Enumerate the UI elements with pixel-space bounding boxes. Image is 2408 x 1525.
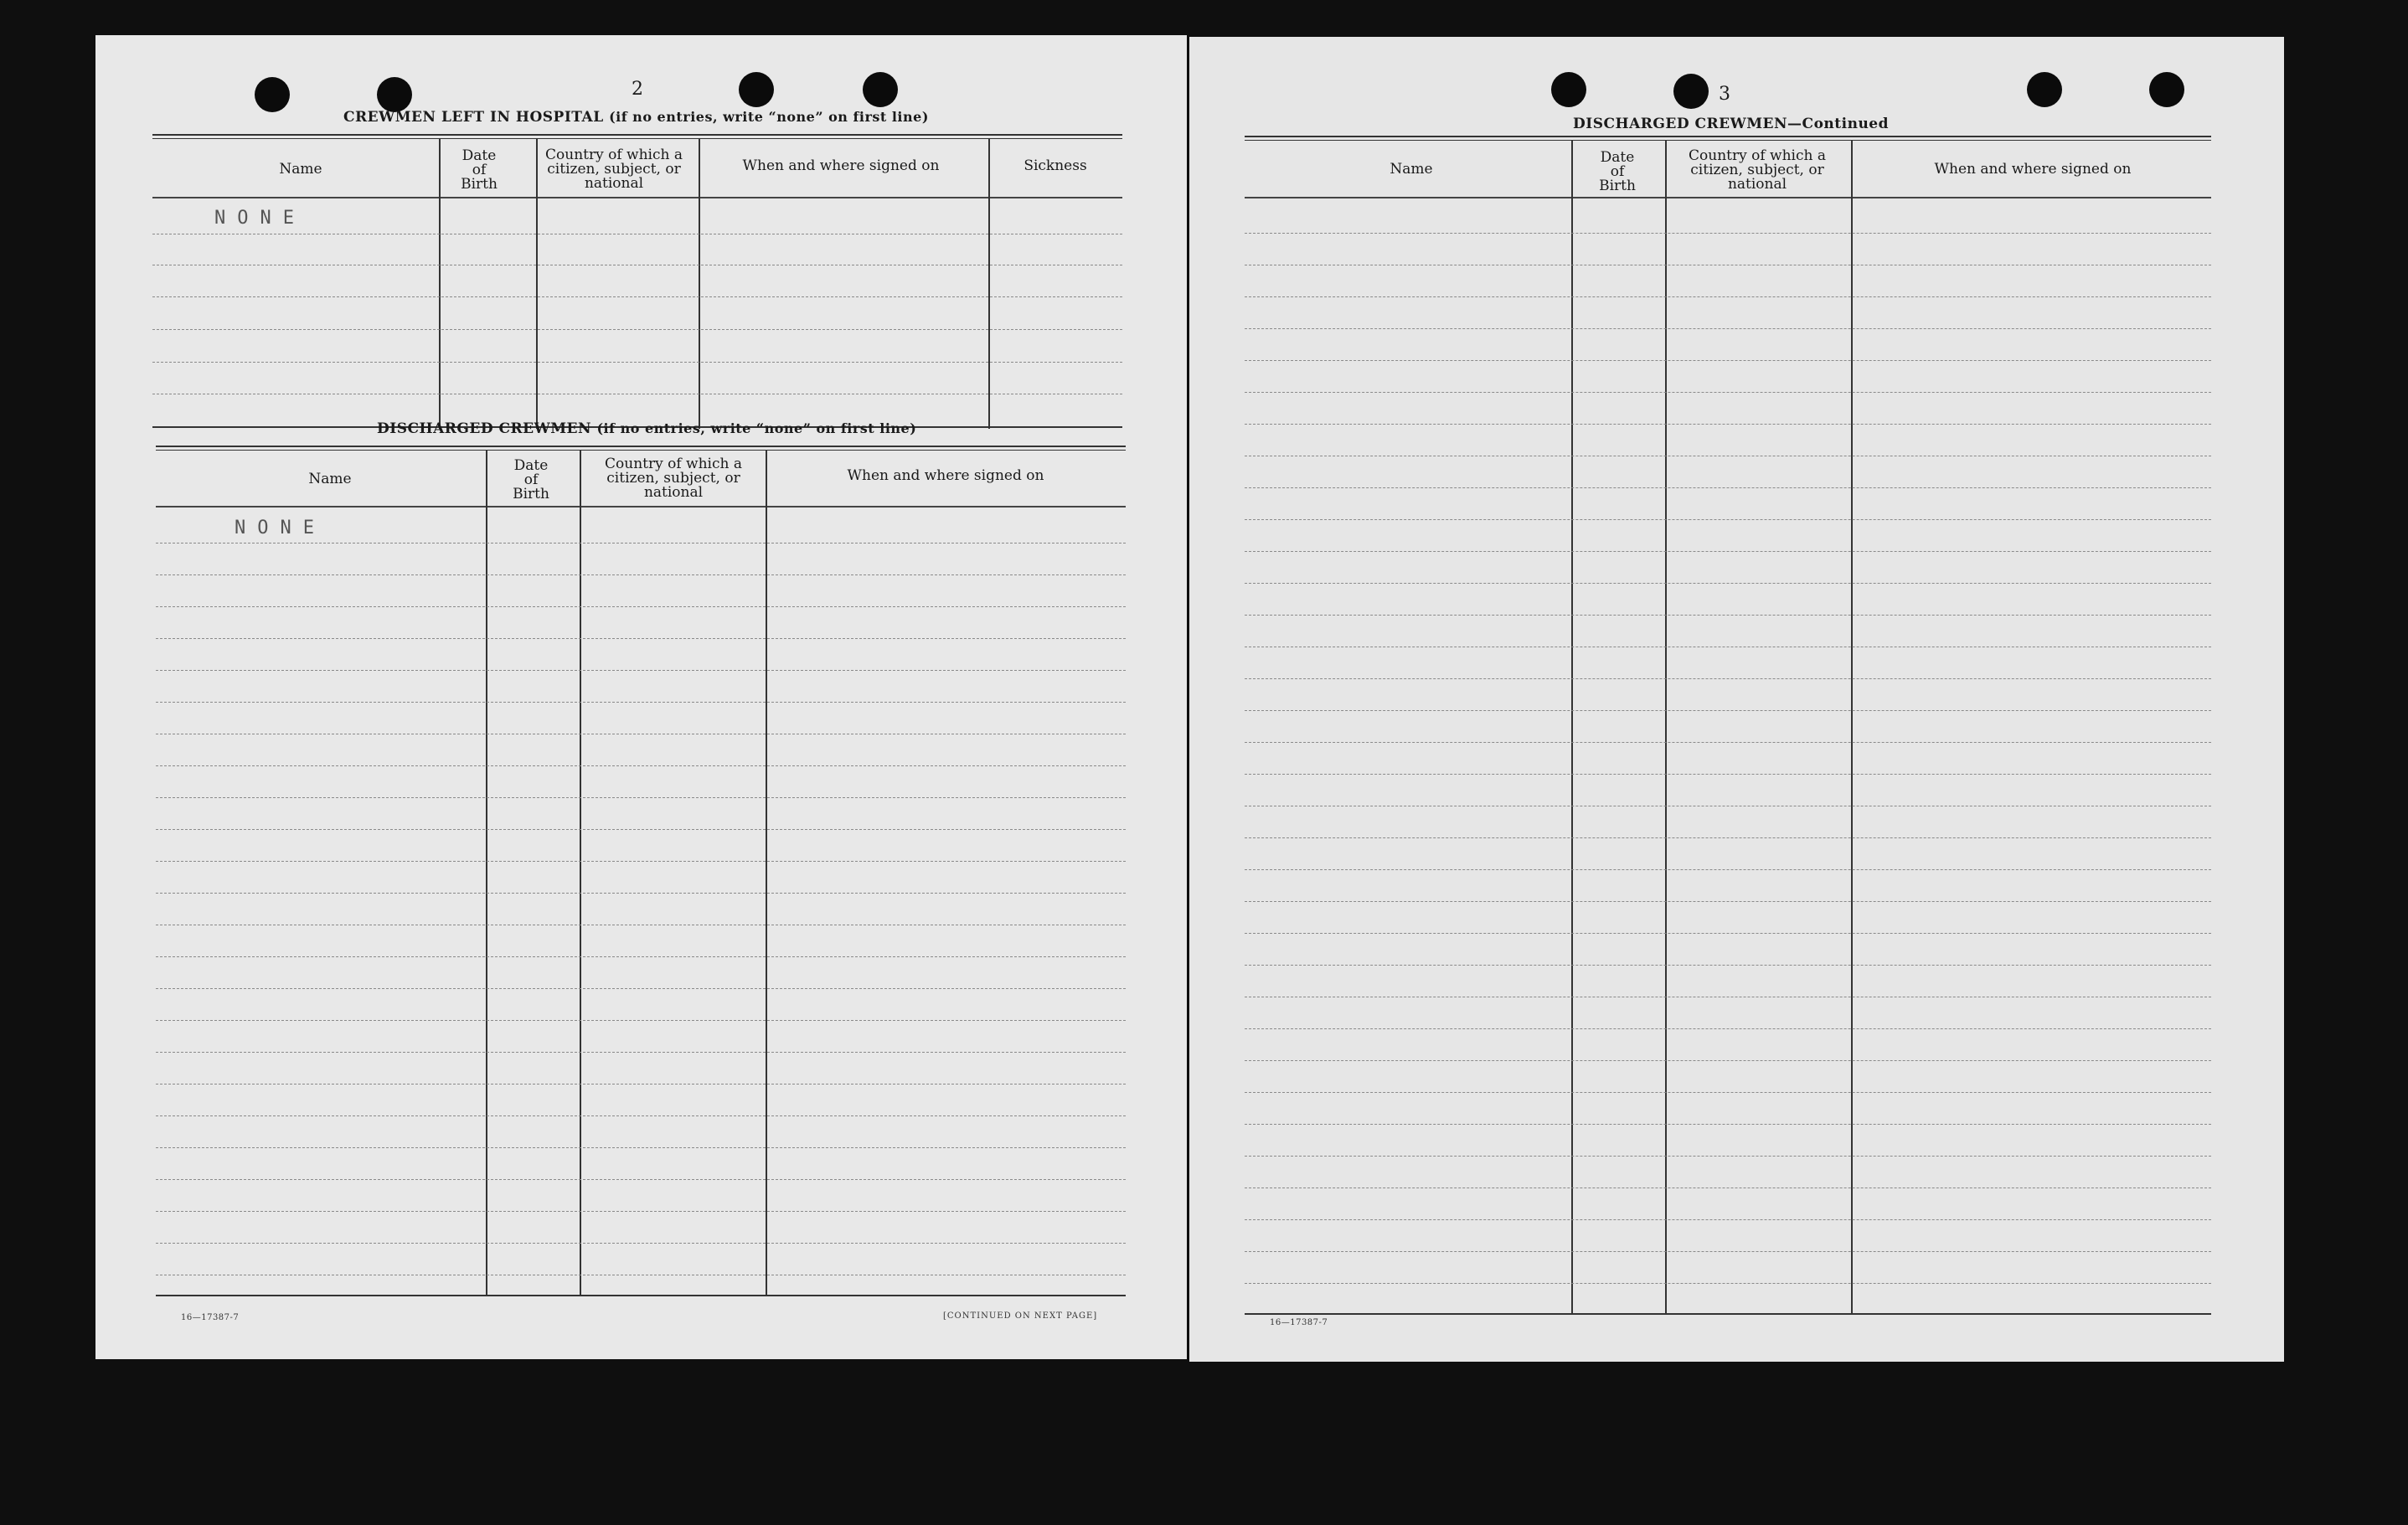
punch-hole-icon	[2149, 72, 2184, 107]
section-bottom-rule	[1245, 1313, 2211, 1315]
ruled-line	[1245, 901, 2211, 902]
col-header-name: Name	[1390, 161, 1433, 178]
column-divider	[1665, 141, 1667, 1313]
ruled-line	[1245, 519, 2211, 520]
ruled-line	[1245, 869, 2211, 870]
hospital-section-title	[343, 109, 929, 126]
ruled-line	[1245, 1219, 2211, 1220]
ruled-line	[152, 362, 1122, 363]
column-divider	[439, 139, 441, 429]
page-number: 3	[1719, 84, 1730, 105]
col-header-signed-on: When and where signed on	[742, 157, 940, 174]
continued-note: [CONTINUED ON NEXT PAGE]	[943, 1311, 1098, 1321]
punch-hole-icon	[1551, 72, 1586, 107]
top-rule	[156, 446, 1126, 447]
header-underline	[152, 197, 1122, 198]
ruled-line	[156, 1052, 1126, 1053]
ruled-line	[1245, 774, 2211, 775]
col-header-dob: Date of Birth	[513, 457, 549, 502]
ruled-line	[1245, 1060, 2211, 1061]
ruled-line	[1245, 233, 2211, 234]
ruled-line	[156, 956, 1126, 957]
ruled-line	[152, 329, 1122, 330]
ruled-line	[1245, 965, 2211, 966]
top-rule	[152, 134, 1122, 136]
ruled-line	[1245, 615, 2211, 616]
hospital-entry-none: NONE	[214, 208, 306, 229]
col-header-signed-on: When and where signed on	[1934, 161, 2132, 178]
top-rule-thin	[156, 450, 1126, 451]
punch-hole-icon	[863, 72, 898, 107]
ruled-line	[156, 1084, 1126, 1085]
ruled-line	[156, 893, 1126, 894]
punch-hole-icon	[1673, 74, 1709, 109]
discharged-section-title	[377, 420, 916, 437]
ruled-line	[156, 1147, 1126, 1148]
ruled-line	[1245, 1092, 2211, 1093]
ruled-line	[1245, 933, 2211, 934]
column-divider	[1571, 141, 1573, 1313]
column-divider	[988, 139, 990, 429]
ruled-line	[152, 296, 1122, 297]
ruled-line	[1245, 392, 2211, 393]
ruled-line	[1245, 1283, 2211, 1284]
ruled-line	[156, 988, 1126, 989]
col-header-dob: Date of Birth	[1599, 149, 1636, 194]
top-rule-thin	[152, 138, 1122, 139]
column-divider	[536, 139, 538, 429]
discharged-continued-title: DISCHARGED CREWMEN—Continued	[1573, 116, 1890, 132]
hospital-title-text: CREWMEN LEFT IN HOSPITAL	[343, 109, 604, 126]
ruled-line	[156, 606, 1126, 607]
col-header-signed-on: When and where signed on	[847, 467, 1044, 484]
discharged-title-text: DISCHARGED CREWMEN	[377, 420, 592, 437]
ruled-line	[156, 765, 1126, 766]
form-number: 16—17387-7	[1270, 1318, 1328, 1327]
ruled-line	[1245, 583, 2211, 584]
ruled-line	[156, 670, 1126, 671]
header-underline	[156, 506, 1126, 507]
punch-hole-icon	[377, 77, 412, 112]
discharged-title-note: (if no entries, write “none” on first line)	[596, 420, 917, 436]
col-header-country: Country of which a citizen, subject, or national	[605, 456, 742, 501]
ruled-line	[1245, 837, 2211, 838]
ruled-line	[1245, 487, 2211, 488]
ruled-line	[1245, 1156, 2211, 1157]
ruled-line	[1245, 710, 2211, 711]
ruled-line	[1245, 1028, 2211, 1029]
col-header-dob: Date of Birth	[461, 147, 498, 193]
col-header-country: Country of which a citizen, subject, or national	[545, 147, 683, 192]
column-divider	[766, 451, 767, 1295]
ruled-line	[156, 543, 1126, 544]
ruled-line	[156, 702, 1126, 703]
ruled-line	[1245, 328, 2211, 329]
ruled-line	[1245, 742, 2211, 743]
punch-hole-icon	[2027, 72, 2062, 107]
ruled-line	[156, 1179, 1126, 1180]
col-header-name: Name	[279, 161, 322, 178]
column-divider	[486, 451, 487, 1295]
ruled-line	[1245, 678, 2211, 679]
ruled-line	[1245, 296, 2211, 297]
col-header-country: Country of which a citizen, subject, or national	[1689, 147, 1826, 193]
form-number: 16—17387-7	[181, 1313, 240, 1322]
header-underline	[1245, 197, 2211, 198]
column-divider	[580, 451, 581, 1295]
col-header-name: Name	[308, 471, 352, 487]
ruled-line	[156, 797, 1126, 798]
hospital-title-note: (if no entries, write “none” on first line)	[609, 109, 929, 125]
page-number: 2	[632, 79, 643, 100]
col-header-sickness: Sickness	[1024, 157, 1087, 174]
column-divider	[1851, 141, 1853, 1313]
ruled-line	[156, 829, 1126, 830]
discharged-entry-none: NONE	[235, 518, 326, 538]
ruled-line	[156, 861, 1126, 862]
ruled-line	[156, 1115, 1126, 1116]
top-rule	[1245, 136, 2211, 137]
column-divider	[699, 139, 700, 429]
left-page	[95, 35, 1187, 1359]
ruled-line	[156, 638, 1126, 639]
section-bottom-rule	[156, 1295, 1126, 1296]
ruled-line	[1245, 551, 2211, 552]
ruled-line	[156, 1211, 1126, 1212]
ruled-line	[1245, 360, 2211, 361]
ruled-line	[1245, 424, 2211, 425]
right-page	[1189, 37, 2284, 1362]
top-rule-thin	[1245, 140, 2211, 141]
ruled-line	[1245, 1124, 2211, 1125]
punch-hole-icon	[739, 72, 774, 107]
ruled-line	[156, 574, 1126, 575]
ruled-line	[156, 1020, 1126, 1021]
ruled-line	[1245, 1251, 2211, 1252]
punch-hole-icon	[255, 77, 290, 112]
ruled-line	[156, 1243, 1126, 1244]
